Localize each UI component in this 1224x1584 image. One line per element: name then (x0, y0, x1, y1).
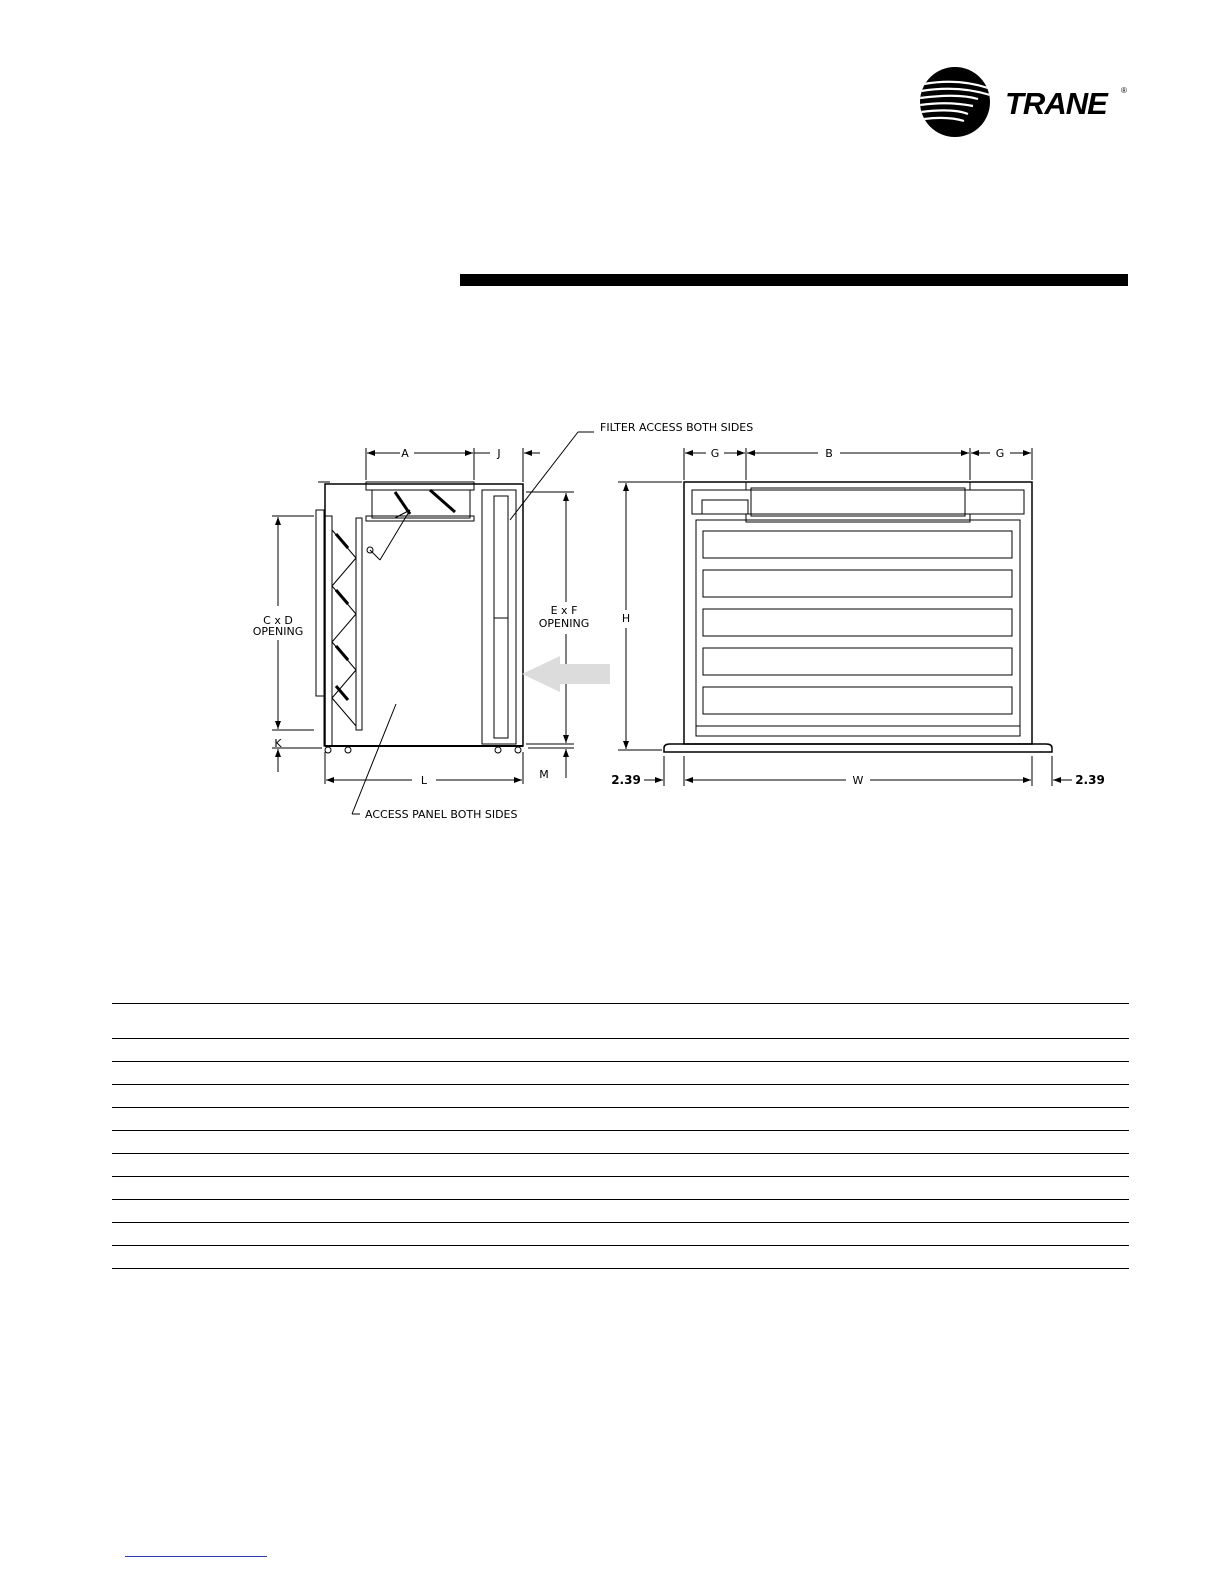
table-rule (112, 1003, 1129, 1004)
brand-wordmark: TRANE (1005, 86, 1107, 121)
table-rule (112, 1084, 1129, 1085)
offset-left-label: 2.39 (611, 773, 641, 787)
dim-l-label: L (420, 774, 428, 787)
dim-j-label: J (497, 447, 501, 460)
dim-g-right-label: G (995, 447, 1005, 460)
footer-link-underline[interactable] (125, 1556, 267, 1557)
dim-w-label: W (852, 774, 864, 787)
offset-right-label: 2.39 (1075, 773, 1105, 787)
table-rule (112, 1130, 1129, 1131)
table-rule (112, 1245, 1129, 1246)
registered-mark: ® (1121, 86, 1127, 95)
front-view (618, 448, 1072, 786)
table-rule (112, 1176, 1129, 1177)
dim-a-label: A (401, 447, 409, 460)
cxd-label-1: C x D (263, 614, 293, 627)
exf-label-1: E x F (550, 604, 578, 617)
dim-m-label: M (539, 768, 549, 781)
dim-b-label: B (825, 447, 833, 460)
title-rule (460, 274, 1128, 286)
table-rule (112, 1107, 1129, 1108)
cxd-label-2: OPENING (252, 625, 304, 638)
filter-access-callout: FILTER ACCESS BOTH SIDES (600, 421, 754, 434)
table-rule (112, 1222, 1129, 1223)
dim-g-left-label: G (710, 447, 720, 460)
table-rule (112, 1199, 1129, 1200)
table-rule (112, 1268, 1129, 1269)
table-rule (112, 1038, 1129, 1039)
access-panel-callout: ACCESS PANEL BOTH SIDES (365, 808, 518, 821)
table-rule (112, 1153, 1129, 1154)
exf-label-2: OPENING (538, 617, 590, 630)
dim-k-label: K (274, 737, 282, 750)
unit-dimension-drawing (0, 400, 1224, 840)
dim-h-label: H (621, 612, 631, 625)
table-rule (112, 1061, 1129, 1062)
